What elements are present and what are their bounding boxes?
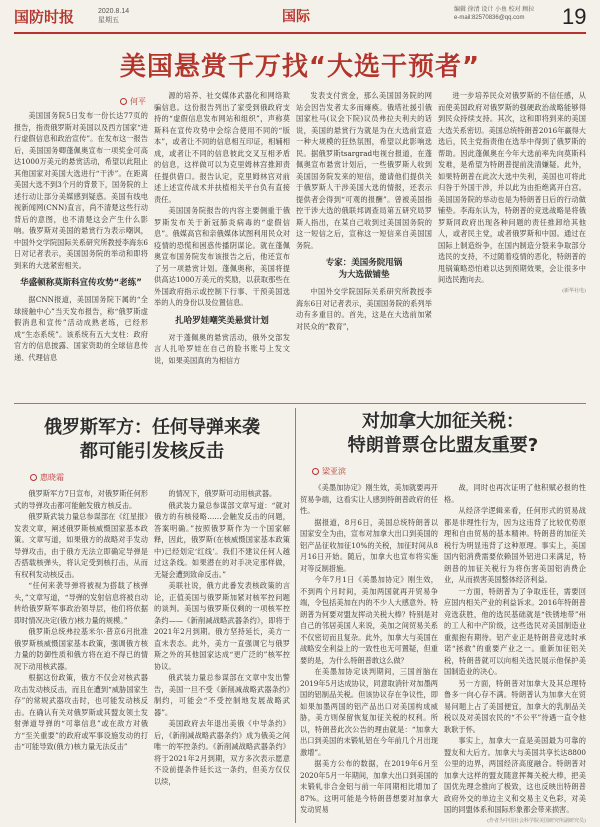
paragraph: 的情况下，俄罗斯可动用核武器。 xyxy=(168,489,277,498)
article2-headline-line-1: 俄罗斯军方：任何导弹来袭 xyxy=(44,417,260,438)
paragraph: 对于蓬佩奥的悬赏活动，俄外交部发言人扎哈罗娃在自己的脸书账号上发文说，如果美国真的为相信方 xyxy=(154,332,290,365)
paragraph: 根据这份政策，俄方不仅会对核武器攻击发动核反击，而且在遭到“威胁国家生存”的常规武器攻击时，也可能发动核反击。在确认有关对俄罗斯或其盟友领土发射弹道导弹的“可靠信息”或在敌方对俄方“至关重要”的政府或军事设施发动的打击“可能导致(俄方)核力量无法反击” xyxy=(14,673,148,751)
section-title: 国际 xyxy=(282,9,310,25)
paragraph: 美联社说，俄方此番发表核政策的言论，正值美国与俄罗斯加紧对核军控问题的谈判。美国与俄罗斯仅剩的一项核军控条约——《新削减战略武器条约》，即将于2021年2月到期。俄方坚持延长，美方一直未表态。此外，美方一直强调它与俄罗斯之外的其他国家达成“更广泛的”核军控协议。 xyxy=(154,581,290,671)
paragraph: 事实上，加拿大一直是美国最为可靠的盟友和大后方。加拿大与美国共享长达8800公里的边界，两国经济高度融合。特朗普对加拿大这样的盟友随意挥舞关税大棒，把美国优先理念推向了极致，这也反映出特朗普政府外交的单边主义和交易主义色彩，对美国的同盟体系和国际形象都会带来损害。 xyxy=(444,736,586,814)
article3-column-2 xyxy=(444,482,586,823)
issue-weekday: 星期五 xyxy=(98,17,119,24)
author-marker-icon xyxy=(120,98,127,105)
column-divider xyxy=(295,408,296,823)
paragraph: 俄罗斯总统弗拉基米尔·普京6月批准俄罗斯核威慑国家基本政策，强调俄方核力量的防御性质和俄方将在迫不得已的情况下动用核武器。 xyxy=(14,627,148,671)
masthead-rule xyxy=(14,32,586,34)
paragraph: 今年7月1日《美墨加协定》刚生效，不到两个月时间，美加两国就再开贸易争端，令包括美加在内的不少人大感意外。特朗普为何要对盟友挥动关税大棒？特别是对自己的邻居美国人来说，美加之间贸易关系不仅密切而且复杂。此外，加拿大与美国在战略安全利益上的一致性也无可置疑，但重要的是，为什么特朗普敢这么做？ xyxy=(300,575,438,665)
paragraph: 中国外交学院国际关系研究所教授李海东6日对记者表示，美国国务院的系列举动有多重目的。首先，这是在大选前加紧对民众的“教育”， xyxy=(296,287,432,331)
article1-author: 何平 xyxy=(130,97,146,106)
section-divider xyxy=(14,403,586,404)
article2-headline-line-2: 都可能引发核反击 xyxy=(80,441,224,462)
article1-subhead-2: 扎哈罗娃嘲笑美悬赏计划 xyxy=(175,315,269,326)
paragraph: 俄罗斯武装力量总参谋部在《红星报》发表文章，阐述俄罗斯核威慑国家基本政策。文章写道，如果俄方的战略对手发动导弹攻击，由于俄方无法立即确定导弹是否搭载核弹头，将认定受到核打击，从而有权利发动核反击。 xyxy=(14,512,148,579)
contact-email: e-mail:82570836@qq.com xyxy=(454,15,525,21)
article3-headline-line-2: 特朗普票仓比盟友重要? xyxy=(347,435,539,456)
paragraph: 据报道，8月6日，美国总统特朗普以国家安全为由，宣布对加拿大出口到美国的铝产品征收加征10%的关税，加征时间从8月16日开始。随后，加拿大也宣布将实施对等反制措施。 xyxy=(300,517,438,573)
paragraph: “任何来袭导弹将被视为搭载了核弹头，”文章写道，“导弹的发射信息将被自动转给俄罗斯军事政治领导层，他们将依据即时情况决定(俄方)核力量的规模。” xyxy=(14,581,148,625)
article2-author: 惠晓霜 xyxy=(40,473,64,482)
article1-column-2 xyxy=(154,90,290,398)
credits-line: 编辑 徐清 设计 小鱼 校对 顾拉 xyxy=(454,7,535,13)
article3-headline xyxy=(300,410,586,458)
article3-headline-line-1: 对加拿大加征关税： xyxy=(362,411,524,432)
article2-byline xyxy=(30,472,64,483)
page-number: 19 xyxy=(562,4,587,29)
paragraph: 美国国务院5日发布一份长达77页的报告，指责俄罗斯对美国以及西方国家“进行虚假信息和政治宣传”。在发布这一报告后，美国国务卿蓬佩奥宣布一项奖金可高达1000万美元的悬赏活动，希望以此阻止其他国家对美国大选进行“干涉”。在距离美国大选不到3个月的背景下，国务院的上述行动让部分美媒感到疑惑。美国有线电视新闻网(CNN)直言，尚不清楚这些行动背后的意图，也不清楚这会产生什么影响。俄罗斯对美国的悬赏行为表示嘲讽，中国外交学院国际关系研究所教授李海东6日对记者表示，美国国务院的举动和即将到来的大选紧密相关。 xyxy=(14,111,148,270)
article1-subhead-1: 华盛顿称莫斯科宣传攻势“老练” xyxy=(20,278,142,288)
paragraph: 战，同时也再次证明了他积赋必报的性格。 xyxy=(444,483,586,504)
article3-author: 梁亚滨 xyxy=(322,467,346,476)
article1-source-note: (新华社电) xyxy=(562,287,586,294)
paragraph: 发表支付赏金，那么美国国务院的网站会因告发者太多而瘫痪。俄塔社援引俄国家杜马(议会下院)议员弗拉夫利夫的话说，美国的悬赏行为就是为在大选前宣造一种大规模的狂热氛围，希望以此影响选民。据俄罗斯tsargrad电视台报道，在蓬佩奥宣布悬赏计划后，一些俄罗斯人收到美国国务院发来的短信，邀请他们提供关于俄罗斯人干涉美国大选的情报，还表示提供者会得到“可观的报酬”。曾被美国指控干涉大选的俄联邦调查局第五研究局罗斯人指出，在某自己收到过美国国务院的这一短信之后，宣称这一短信来自美国国务院。 xyxy=(296,91,432,250)
paragraph: 另一方面，特朗普对加拿大及其总理特鲁多一向心存不满。特朗普认为加拿大在贸易问题上占了美国便宜，加拿大的乳制品关税以及对美国农民的“不公平”待遇一直令他耿耿于怀。 xyxy=(444,678,586,734)
author-marker-icon xyxy=(312,468,319,475)
article3-byline xyxy=(312,466,346,477)
article1-column-1 xyxy=(14,110,148,398)
article1-byline xyxy=(120,96,146,107)
article2-column-2 xyxy=(154,488,290,823)
issue-date-block xyxy=(98,7,129,25)
article1-headline: 美国悬赏千万找“大选干预者” xyxy=(119,52,481,82)
article3-author-note: (作者为中国社会科学院美国研究所副研究员) xyxy=(487,817,586,823)
article3-column-1 xyxy=(300,482,438,823)
article1-subhead-3: 专家：美国务院甩锅 为大选做铺垫 xyxy=(325,258,403,280)
paragraph: 进一步培养民众对俄罗斯的不信任感，从而使美国政府对俄罗斯的强硬政治战略能够得到民众持续支持。其次，这和即将到来的美国大选关系密切。美国总统特朗普2016年赢得大选后，民主党指责他在选举中得到了俄罗斯的帮助。因此蓬佩奥在今年大选前率先向莫斯科发难，是希望为特朗普提前洗清嫌疑。此外，如果特朗普在此次大选中失利，美国也可将此归咎于外国干涉，并以此为由拒绝离开白宫。美国国务院的举动也是为特朗普日后的行动做铺垫。李海东认为，特朗普的竞选战略是将俄罗斯同政府出现各种问题的责任推卸给其他人，或者民主党，或者俄罗斯和中国。通过在国际上制造纷争，在国内制造分裂来争取部分选民的支持，不过随着疫情的恶化，特朗普的甩锅策略恐怕难以达到预期效果，会让很多中间选民跑向去。 xyxy=(438,91,586,284)
article2-column-1 xyxy=(14,488,148,823)
paragraph: 源的培养、社交媒体武器化和网络欺骗信息。这份报告列出了家受到俄政府支持的“虚假信息发布网站和组织”，声称莫斯科在宣传攻势中会综合使用不同的“版本”，或者让不同的信息相互印证，相辅相成，或者让不同的信息彼此交叉互相矛盾的信息，这样做可以为克里姆林宫推卸责任提供借口。报告认定，克里姆林宫对前述上述宣传战术并扶植相关平台负有直接责任。 xyxy=(154,91,290,204)
paragraph: 从经济学逻辑来看，任何形式的贸易战都是非理性行为，因为这违背了比较优势原理和自由贸易的基本精神。特朗普的加征关税行为明显违背了这种原理。事实上，美国国内铝消费需要依赖国外铝进口来满足，特朗普的加征关税行为将伤害美国铝消费企业，从而损害美国整体经济利益。 xyxy=(444,506,586,584)
article1-column-3 xyxy=(296,90,432,398)
author-marker-icon xyxy=(30,474,37,481)
paragraph: 《美墨加协定》刚生效，美加就要再开贸易争端，这看实让人感到特朗普政府的任性。 xyxy=(300,483,438,515)
paragraph: 在美墨加协定谈判期间，三国首脑在2019年5月达成协议，同意取消针对加墨两国的铝制品关税。但该协议存在争议性，即如果加墨两国的铝产品出口对美国构成威胁，美方则保留恢复加征关税的权利。所以，特朗普此次公告的理由就是：“加拿大出口到美国的未锻轧铝在今年前几个月出现激增”。 xyxy=(300,667,438,757)
newspaper-logo: 国防时报 xyxy=(14,8,75,26)
masthead xyxy=(14,4,586,32)
article1-column-4 xyxy=(438,90,586,398)
paragraph: 美国国务院报告的内容主要侧重于俄罗斯发布关于新冠肺炎病毒的“虚假信息”。俄媒高官和亲俄媒体试图利用民众对疫情的恐慌和困惑传播阴谋论。就在蓬佩奥宣布国务院发布该报告之后，他还宣布了另一项悬赏计划。蓬佩奥称，美国将提供高达1000万美元的奖励，以获取那些在外国政府指示或控制下行事、干预美国选举的人的身份以及位置信息。 xyxy=(154,206,290,307)
editor-credits xyxy=(454,6,554,22)
paragraph: 美国政府去年退出美俄《中导条约》后，《新削减战略武器条约》成为俄美之间唯一的军控条约。《新削减战略武器条约》将于2021年2月到期，双方多次表示愿意不设前提条件延长这一条约，但美方仅仅以续， xyxy=(154,719,290,786)
issue-date: 2020.8.14 xyxy=(98,8,130,15)
article2-headline xyxy=(14,416,290,464)
paragraph: 一方面，特朗普为了争取连任，需要回应国内相关产业的利益诉求。2016年特朗普竞选获胜，他的选民基础就是“铁锈地带”州的工人和中产阶级，这些选民对美国制造业重振抱有期待。铝产业正是特朗普竞选时承诺“拯救”的重要产业之一。重新加征铝关税，特朗普就可以向相关选民展示他保护美国制造业的决心。 xyxy=(444,586,586,676)
paragraph: 俄武装力量总参谋部文章写道：“就对俄方的有核侵略……会触发反击的问题，答案明确。”按照俄罗斯作为一个国家解释，因此，俄罗斯(在核威慑国家基本政策中)已经划定‘红线’。我们不建议任何人越过这条线。如果潜在的对手决定那样做，无疑会遭到致命反击。” xyxy=(154,500,290,579)
paragraph: 俄罗斯军方7日宣布，对俄罗斯任何形式的导弹攻击都可能触发俄方核反击。 xyxy=(14,489,148,510)
paragraph: 俄武装力量总参谋部在文章中发出警告，美国一旦不受《新削减战略武器条约》制约，可能会“不受控制地发展战略武器”。 xyxy=(154,673,290,717)
paragraph: 据CNN报道，美国国务院下属的“全球接触中心”当天发布报告，称“俄罗斯虚假消息和宣传”活动成熟老练，已经形成“生态系统”。该系统有五大支柱：政府官方的信息披露、国家资助的全球信息传递、代理信息 xyxy=(14,295,148,362)
paragraph: 据美方公布的数据，在2019年6月至2020年5月一年期间，加拿大出口到美国的未锻轧非合金铝与前一年同期相比增加了87%。这明可能是今特朗普想要对加拿大发动贸易 xyxy=(300,759,438,814)
